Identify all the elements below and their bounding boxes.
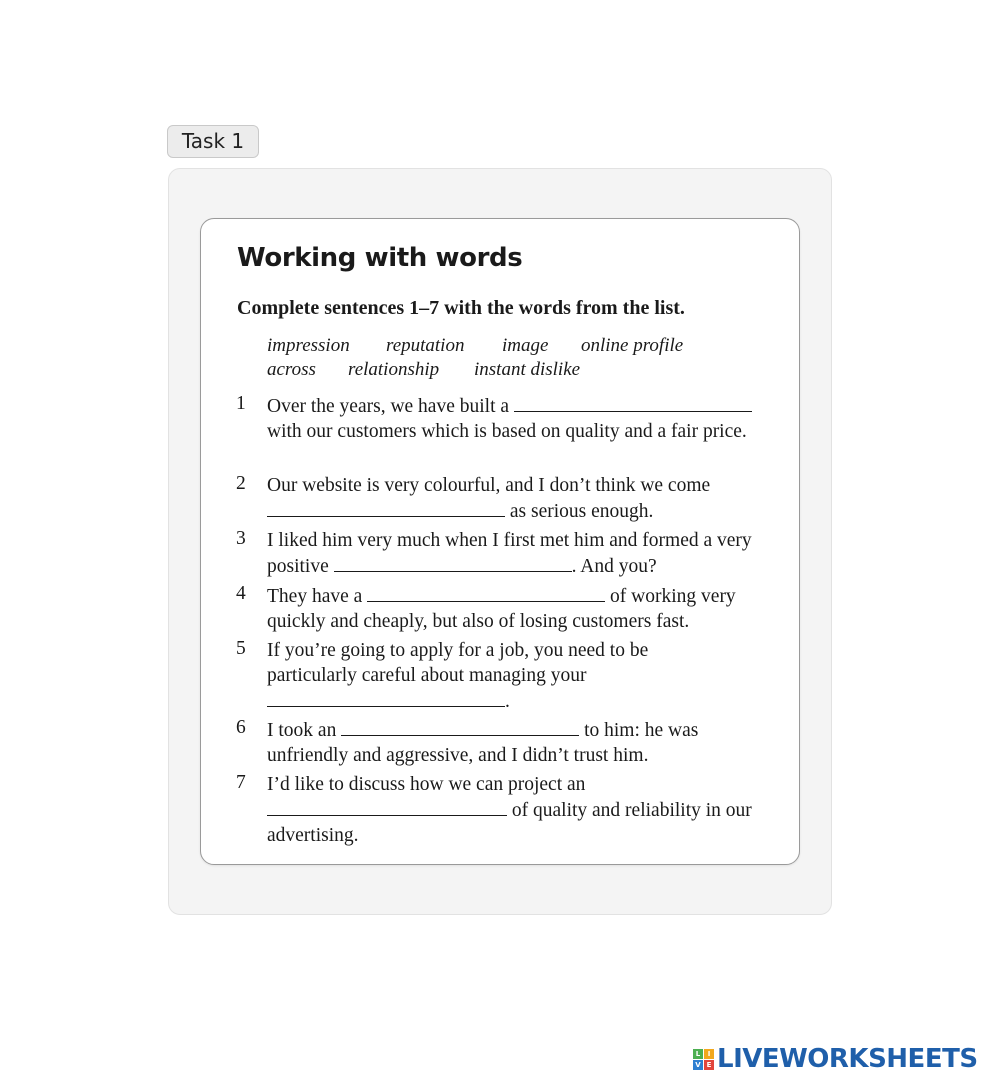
answer-blank[interactable] bbox=[267, 498, 505, 517]
item-number: 1 bbox=[236, 393, 246, 414]
answer-blank[interactable] bbox=[367, 583, 605, 602]
logo-block: E bbox=[704, 1060, 714, 1070]
answer-blank[interactable] bbox=[267, 688, 505, 707]
liveworksheets-logo bbox=[693, 1044, 978, 1074]
sentence-text-after: to him: he was unfriendly and aggressive, and I didn’t trust him. bbox=[267, 720, 699, 766]
item-number: 6 bbox=[236, 717, 246, 738]
item-number: 4 bbox=[236, 583, 246, 604]
sentence-text-before: If you’re going to apply for a job, you need to be particularly careful about managing your bbox=[267, 640, 649, 686]
sentence-text-before: Over the years, we have built a bbox=[267, 396, 510, 417]
word-list-item: impression bbox=[267, 335, 350, 356]
sentence-5 bbox=[267, 638, 697, 714]
sentence-text-after: of quality and reliability in our advertising. bbox=[267, 800, 752, 846]
item-number: 3 bbox=[236, 528, 246, 549]
task-1-button[interactable]: Task 1 bbox=[167, 125, 259, 158]
sentence-text-after: with our customers which is based on quality and a fair price. bbox=[267, 421, 747, 442]
item-number: 5 bbox=[236, 638, 246, 659]
sentence-4 bbox=[267, 583, 787, 634]
answer-blank[interactable] bbox=[267, 797, 507, 816]
sentence-text-before: I took an bbox=[267, 720, 337, 741]
word-list-item: online profile bbox=[581, 335, 684, 356]
logo-block: V bbox=[693, 1060, 703, 1070]
logo-block: L bbox=[693, 1049, 703, 1059]
word-list-item: image bbox=[502, 335, 549, 356]
word-list-item: relationship bbox=[348, 359, 440, 380]
word-list-item: across bbox=[267, 359, 316, 380]
logo-text: LIVEWORKSHEETS bbox=[717, 1044, 978, 1074]
sentence-text-after: . bbox=[505, 691, 510, 712]
sentence-6 bbox=[267, 717, 747, 768]
item-number: 2 bbox=[236, 473, 246, 494]
sentence-text-before: They have a bbox=[267, 586, 363, 607]
sentence-text-before: I liked him very much when I first met him and formed a very positive bbox=[267, 530, 752, 577]
sentence-3 bbox=[267, 528, 787, 579]
word-list-item: reputation bbox=[386, 335, 465, 356]
answer-blank[interactable] bbox=[341, 717, 579, 736]
sentence-text-after: . And you? bbox=[571, 556, 657, 577]
answer-blank[interactable] bbox=[334, 553, 572, 572]
logo-block: I bbox=[704, 1049, 714, 1059]
item-number: 7 bbox=[236, 772, 246, 793]
sentence-7 bbox=[267, 772, 757, 848]
worksheet-instruction: Complete sentences 1–7 with the words from the list. bbox=[237, 297, 685, 319]
sentence-text-before: Our website is very colourful, and I don’t think we come bbox=[267, 475, 711, 496]
word-list-item: instant dislike bbox=[474, 359, 581, 380]
sentence-text-after: as serious enough. bbox=[509, 501, 654, 522]
sentence-1 bbox=[267, 393, 787, 444]
sentence-text-before: I’d like to discuss how we can project an bbox=[267, 774, 586, 795]
logo-blocks-icon bbox=[693, 1049, 714, 1070]
answer-blank[interactable] bbox=[514, 393, 752, 412]
worksheet-heading: Working with words bbox=[237, 243, 523, 273]
sentence-2 bbox=[267, 473, 787, 524]
sentence-text-after: of working very quickly and cheaply, but also of losing customers fast. bbox=[267, 586, 736, 632]
